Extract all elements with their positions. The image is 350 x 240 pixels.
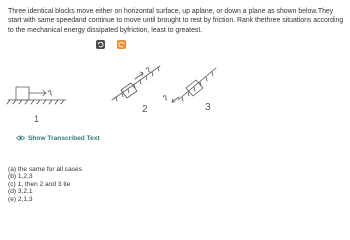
case-1-diagram [7,87,66,104]
eye-icon [16,135,25,141]
case-3-diagram [163,68,216,102]
option-c: (c) 1, then 2 and 3 tie [8,180,71,188]
redo-icon [117,40,126,49]
undo-icon [96,40,105,49]
case-2-label: 2 [142,104,148,115]
image-toolbar [96,40,136,50]
option-b: (b) 1,2,3 [8,173,33,181]
handwritten-figure [0,50,350,130]
answer-options [8,166,82,203]
option-a: (a) the same for all cases [8,166,83,173]
case-2-diagram [112,66,160,101]
question-text: Three identical blocks move either on horizontal surface, up aplane, or down a plane as shown below.They start with same speedand continue to move until brought to rest by friction. Rank thethree situations according to the mechanical energy dissipated byfriction, least to greatest. [8,8,344,34]
undo-button[interactable] [96,40,105,49]
redo-button[interactable] [117,40,126,49]
case-1-label: 1 [34,114,40,124]
option-e: (e) 2,1,3 [8,195,33,203]
show-transcribed-text-label: Show Transcribed Text [28,134,100,142]
option-d: (d) 3,2,1 [8,188,33,196]
show-transcribed-text-link[interactable] [16,133,100,143]
case-3-label: 3 [205,102,211,113]
